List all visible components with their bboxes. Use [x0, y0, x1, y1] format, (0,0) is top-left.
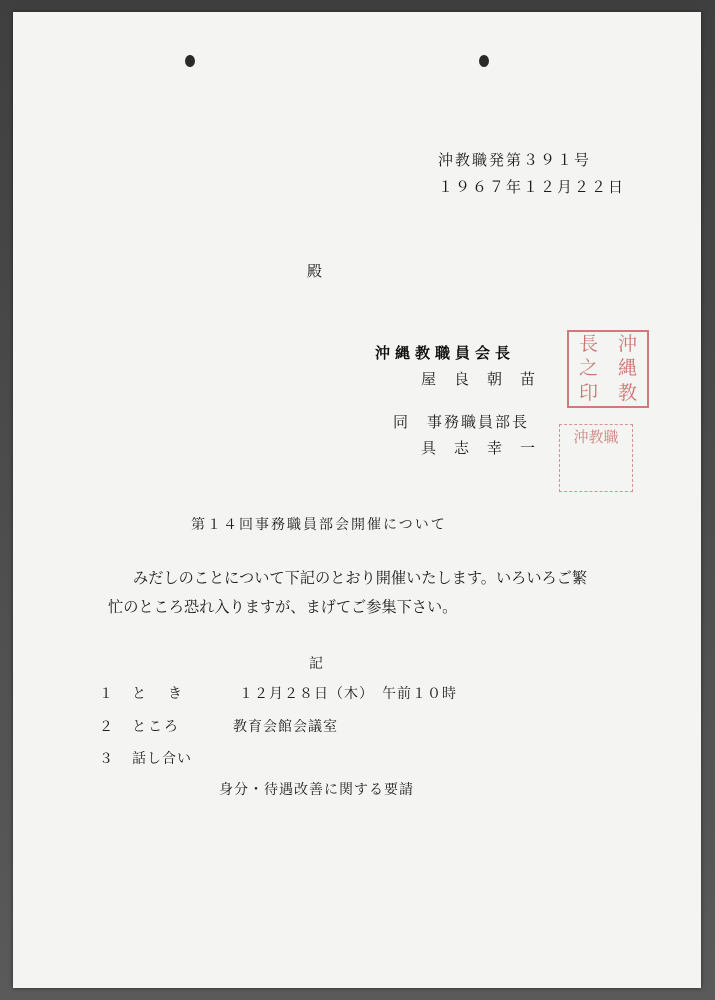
subject-title: 第１４回事務職員部会開催について — [191, 517, 447, 533]
sender-dept-title: 同 事務職員部長 — [393, 413, 530, 431]
punch-hole-left — [185, 55, 195, 67]
official-seal: 長 沖 之 縄 印 教 — [567, 330, 649, 408]
document-date: １９６７年１２月２２日 — [438, 178, 626, 196]
sender-dept-name: 具志幸一 — [421, 439, 554, 457]
item-label: と き — [132, 686, 186, 702]
ki-heading: 記 — [309, 656, 323, 672]
department-seal: 沖教職 — [559, 424, 633, 492]
item-number: ２ — [99, 719, 113, 735]
document-number: 沖教職発第３９１号 — [438, 151, 592, 169]
item-label: ところ — [132, 719, 180, 735]
body-line-1: みだしのことについて下記のとおり開催いたします。いろいろご繁 — [133, 569, 588, 587]
document-page — [13, 12, 701, 988]
addressee-honorific: 殿 — [307, 262, 323, 280]
sender-name: 屋良朝苗 — [421, 370, 554, 388]
item-number: ３ — [99, 751, 113, 767]
item-value: 教育会館会議室 — [233, 719, 338, 735]
item-value: １２月２８日（木） 午前１０時 — [239, 686, 457, 702]
punch-hole-right — [479, 55, 489, 67]
item-label: 話し合い — [132, 751, 192, 767]
item-number: １ — [99, 686, 113, 702]
sender-org-title: 沖縄教職員会長 — [375, 344, 516, 362]
discussion-topic: 身分・待遇改善に関する要請 — [219, 782, 414, 798]
body-line-2: 忙のところ恐れ入りますが、まげてご参集下さい。 — [108, 598, 458, 616]
